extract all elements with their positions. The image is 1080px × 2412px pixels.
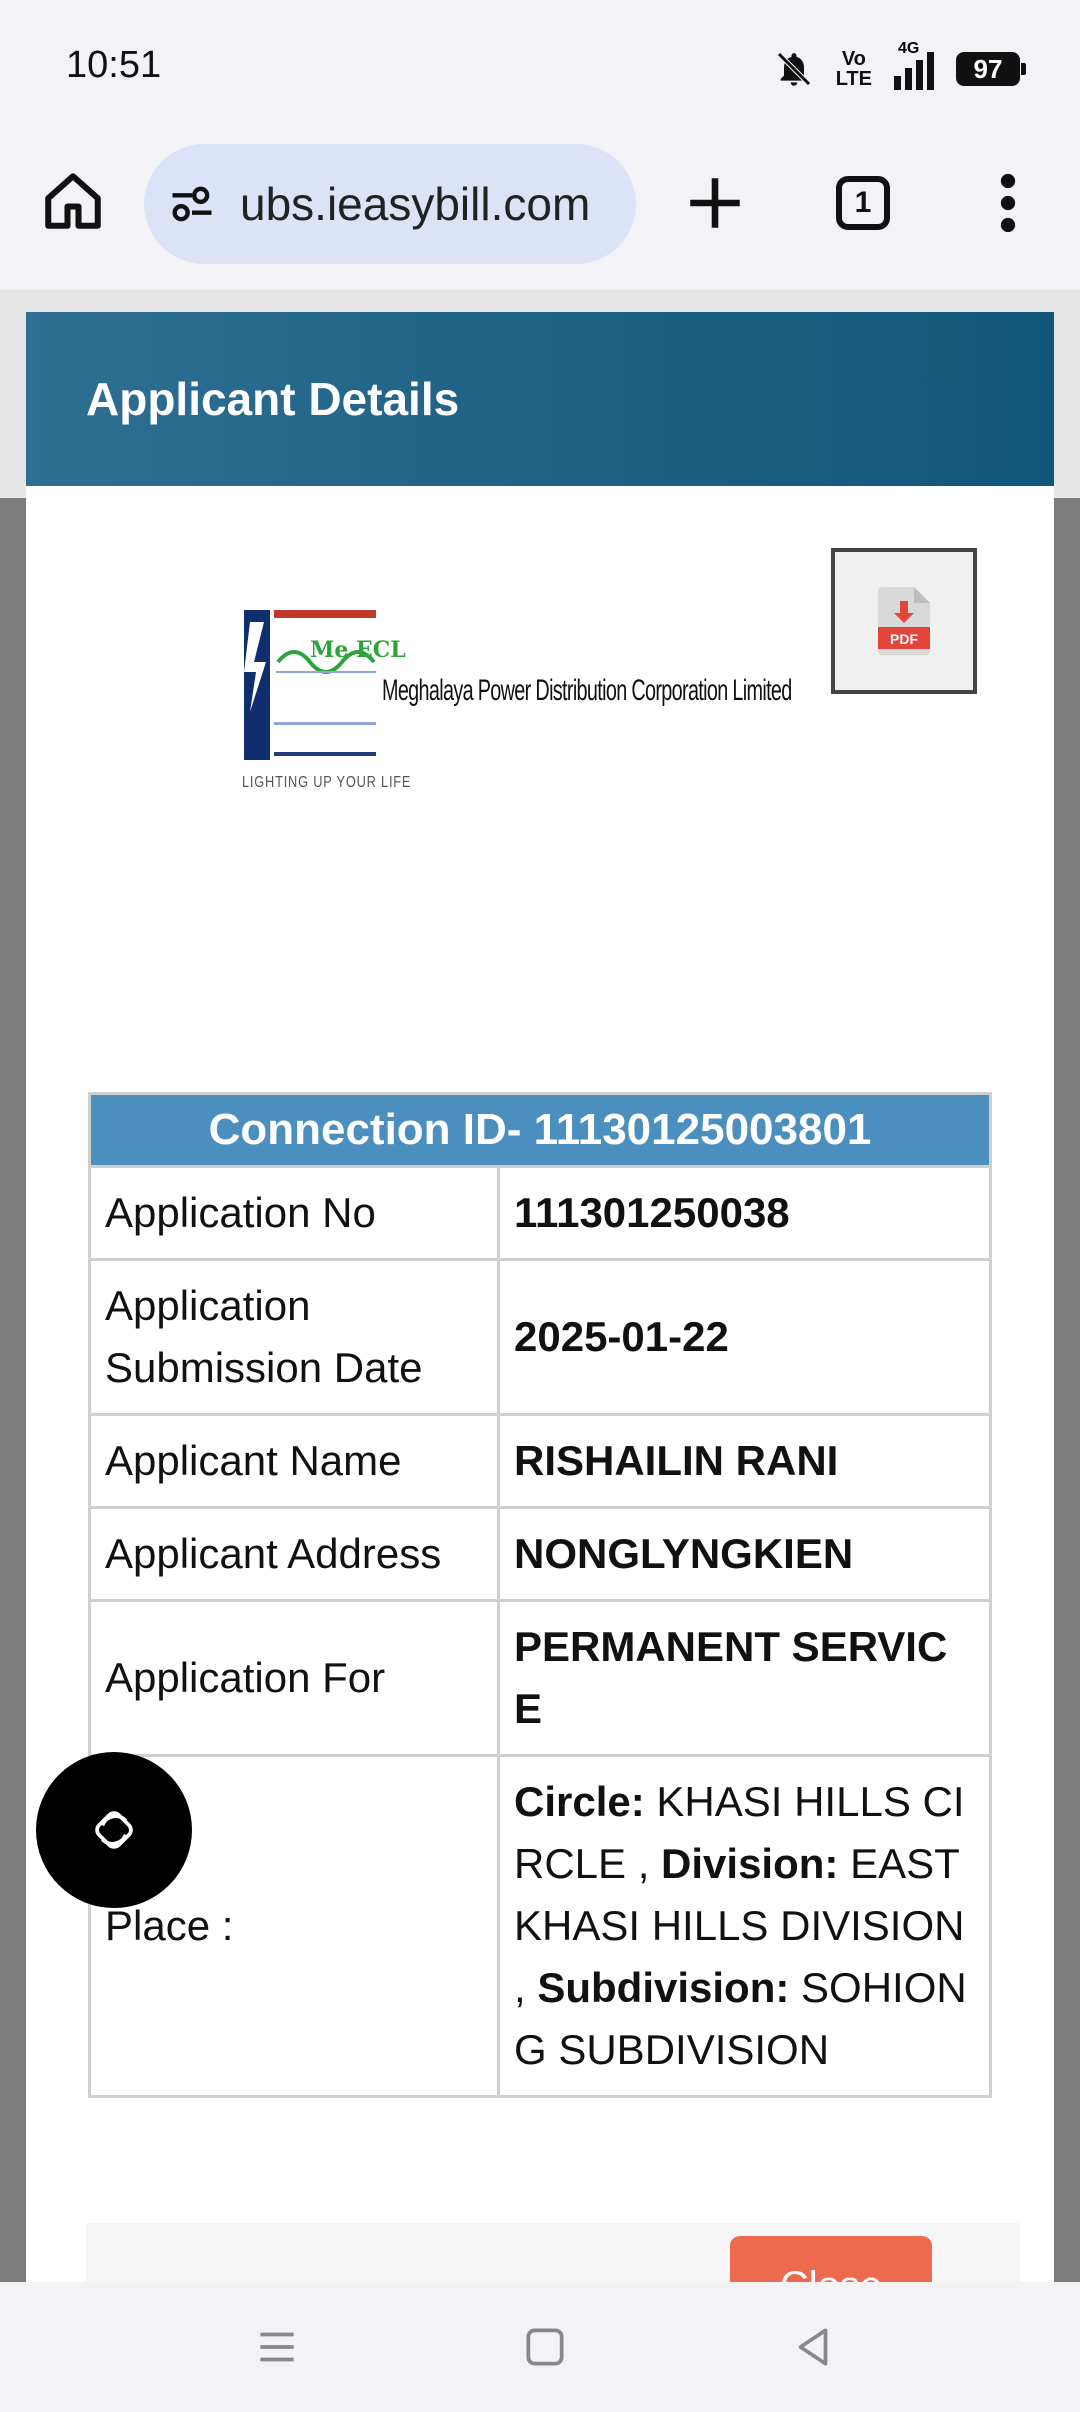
recent-apps-icon[interactable] <box>252 2322 302 2372</box>
tab-switcher-button[interactable]: 1 <box>836 176 890 230</box>
home-square-icon[interactable] <box>520 2322 570 2372</box>
logo-brand-text: Meghalaya Power Distribution Corporation Limited <box>382 674 792 707</box>
home-icon[interactable] <box>40 168 106 234</box>
url-text[interactable]: ubs.ieasybill.com <box>240 178 591 230</box>
status-icons <box>774 40 1020 94</box>
modal-title: Applicant Details <box>86 373 460 425</box>
table-row <box>90 1260 991 1415</box>
mepdcl-logo <box>214 602 792 832</box>
logo-tagline: LIGHTING UP YOUR LIFE <box>242 774 412 791</box>
system-nav-bar <box>0 2282 1080 2412</box>
table-row <box>90 1167 991 1260</box>
row-label: Place : <box>90 1756 499 2097</box>
row-value: PERMANENT SERVICE <box>499 1601 991 1756</box>
back-triangle-icon[interactable] <box>788 2322 838 2372</box>
new-tab-plus-icon[interactable] <box>682 170 748 236</box>
site-settings-icon[interactable] <box>166 178 218 230</box>
row-value: 111301250038 <box>499 1167 991 1260</box>
table-header-row <box>90 1094 991 1167</box>
signal-icon: 4G <box>894 48 934 90</box>
rotate-icon <box>86 1802 142 1858</box>
url-bar[interactable] <box>144 144 636 264</box>
row-value: RISHAILIN RANI <box>499 1415 991 1508</box>
applicant-details-modal <box>26 312 1054 2412</box>
row-label: Applicant Address <box>90 1508 499 1601</box>
svg-text:Me ECL: Me ECL <box>310 637 406 663</box>
more-menu-icon[interactable] <box>990 170 1026 236</box>
table-row <box>90 1415 991 1508</box>
row-label: Application No <box>90 1167 499 1260</box>
download-pdf-button[interactable] <box>831 548 977 694</box>
status-time: 10:51 <box>66 44 162 86</box>
applicant-details-table <box>88 1092 992 2098</box>
status-bar <box>0 0 1080 135</box>
mute-bell-icon <box>774 49 814 89</box>
battery-icon: 97 <box>956 52 1020 86</box>
floating-sync-button[interactable] <box>36 1752 192 1908</box>
modal-header <box>26 312 1054 486</box>
table-row <box>90 1508 991 1601</box>
place-value: Circle: KHASI HILLS CIRCLE , Division: EAST KHASI HILLS DIVISION , Subdivision: SOHIONG SUBDIVISION <box>499 1756 991 2097</box>
row-label: Application Submission Date <box>90 1260 499 1415</box>
row-label: Application For <box>90 1601 499 1756</box>
row-label: Applicant Name <box>90 1415 499 1508</box>
row-value: 2025-01-22 <box>499 1260 991 1415</box>
svg-text:PDF: PDF <box>890 631 918 647</box>
row-value: NONGLYNGKIEN <box>499 1508 991 1601</box>
web-content <box>0 290 1080 2282</box>
table-row <box>90 1601 991 1756</box>
pdf-file-icon <box>876 587 932 655</box>
volte-indicator: Vo LTE <box>835 48 872 90</box>
table-row <box>90 1756 991 2097</box>
connection-id-header: Connection ID- 11130125003801 <box>90 1094 991 1167</box>
